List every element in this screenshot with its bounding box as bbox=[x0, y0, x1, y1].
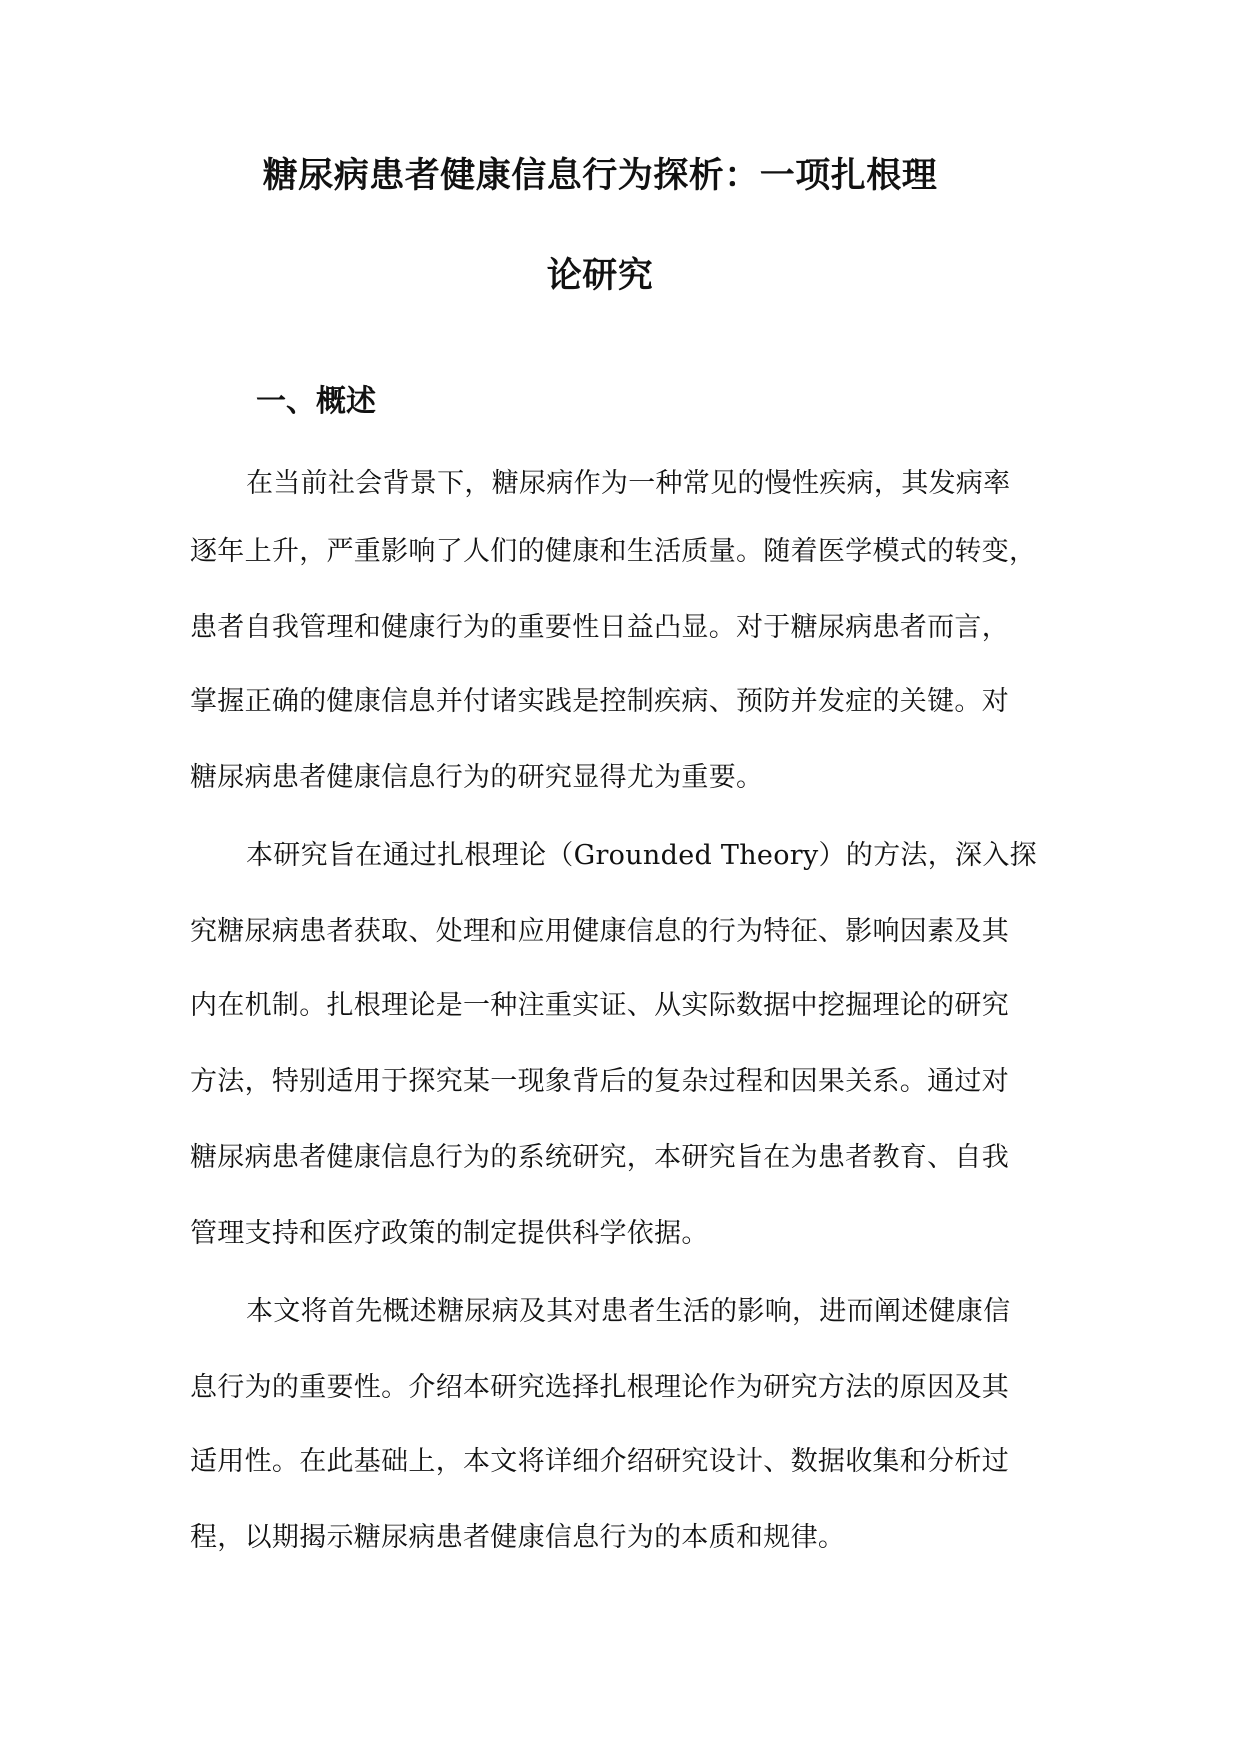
paragraph-line: 内在机制。扎根理论是一种注重实证、从实际数据中挖掘理论的研究 bbox=[190, 990, 1009, 1021]
document-title-line-1: 糖尿病患者健康信息行为探析：一项扎根理 bbox=[262, 156, 938, 196]
paragraph-line: 方法，特别适用于探究某一现象背后的复杂过程和因果关系。通过对 bbox=[190, 1066, 1009, 1097]
paragraph-line: 糖尿病患者健康信息行为的系统研究，本研究旨在为患者教育、自我 bbox=[190, 1142, 1009, 1173]
paragraph-line: 患者自我管理和健康行为的重要性日益凸显。对于糖尿病患者而言， bbox=[190, 612, 1009, 643]
section-heading: 一、概述 bbox=[256, 384, 376, 419]
paragraph-line: 管理支持和医疗政策的制定提供科学依据。 bbox=[190, 1218, 709, 1249]
paragraph-line: 本研究旨在通过扎根理论（Grounded Theory）的方法，深入探 bbox=[246, 840, 1037, 871]
paragraph-line: 程，以期揭示糖尿病患者健康信息行为的本质和规律。 bbox=[190, 1522, 846, 1553]
paragraph-line: 本文将首先概述糖尿病及其对患者生活的影响，进而阐述健康信 bbox=[246, 1296, 1011, 1327]
paragraph-line: 逐年上升，严重影响了人们的健康和生活质量。随着医学模式的转变， bbox=[190, 536, 1037, 567]
paragraph-line: 掌握正确的健康信息并付诸实践是控制疾病、预防并发症的关键。对 bbox=[190, 686, 1009, 717]
document-title-line-2: 论研究 bbox=[546, 256, 654, 296]
paragraph-line: 息行为的重要性。介绍本研究选择扎根理论作为研究方法的原因及其 bbox=[190, 1372, 1009, 1403]
paragraph-line: 糖尿病患者健康信息行为的研究显得尤为重要。 bbox=[190, 762, 764, 793]
paragraph-line: 究糖尿病患者获取、处理和应用健康信息的行为特征、影响因素及其 bbox=[190, 916, 1009, 947]
paragraph-line: 在当前社会背景下，糖尿病作为一种常见的慢性疾病，其发病率 bbox=[246, 468, 1011, 499]
paragraph-line: 适用性。在此基础上，本文将详细介绍研究设计、数据收集和分析过 bbox=[190, 1446, 1009, 1477]
